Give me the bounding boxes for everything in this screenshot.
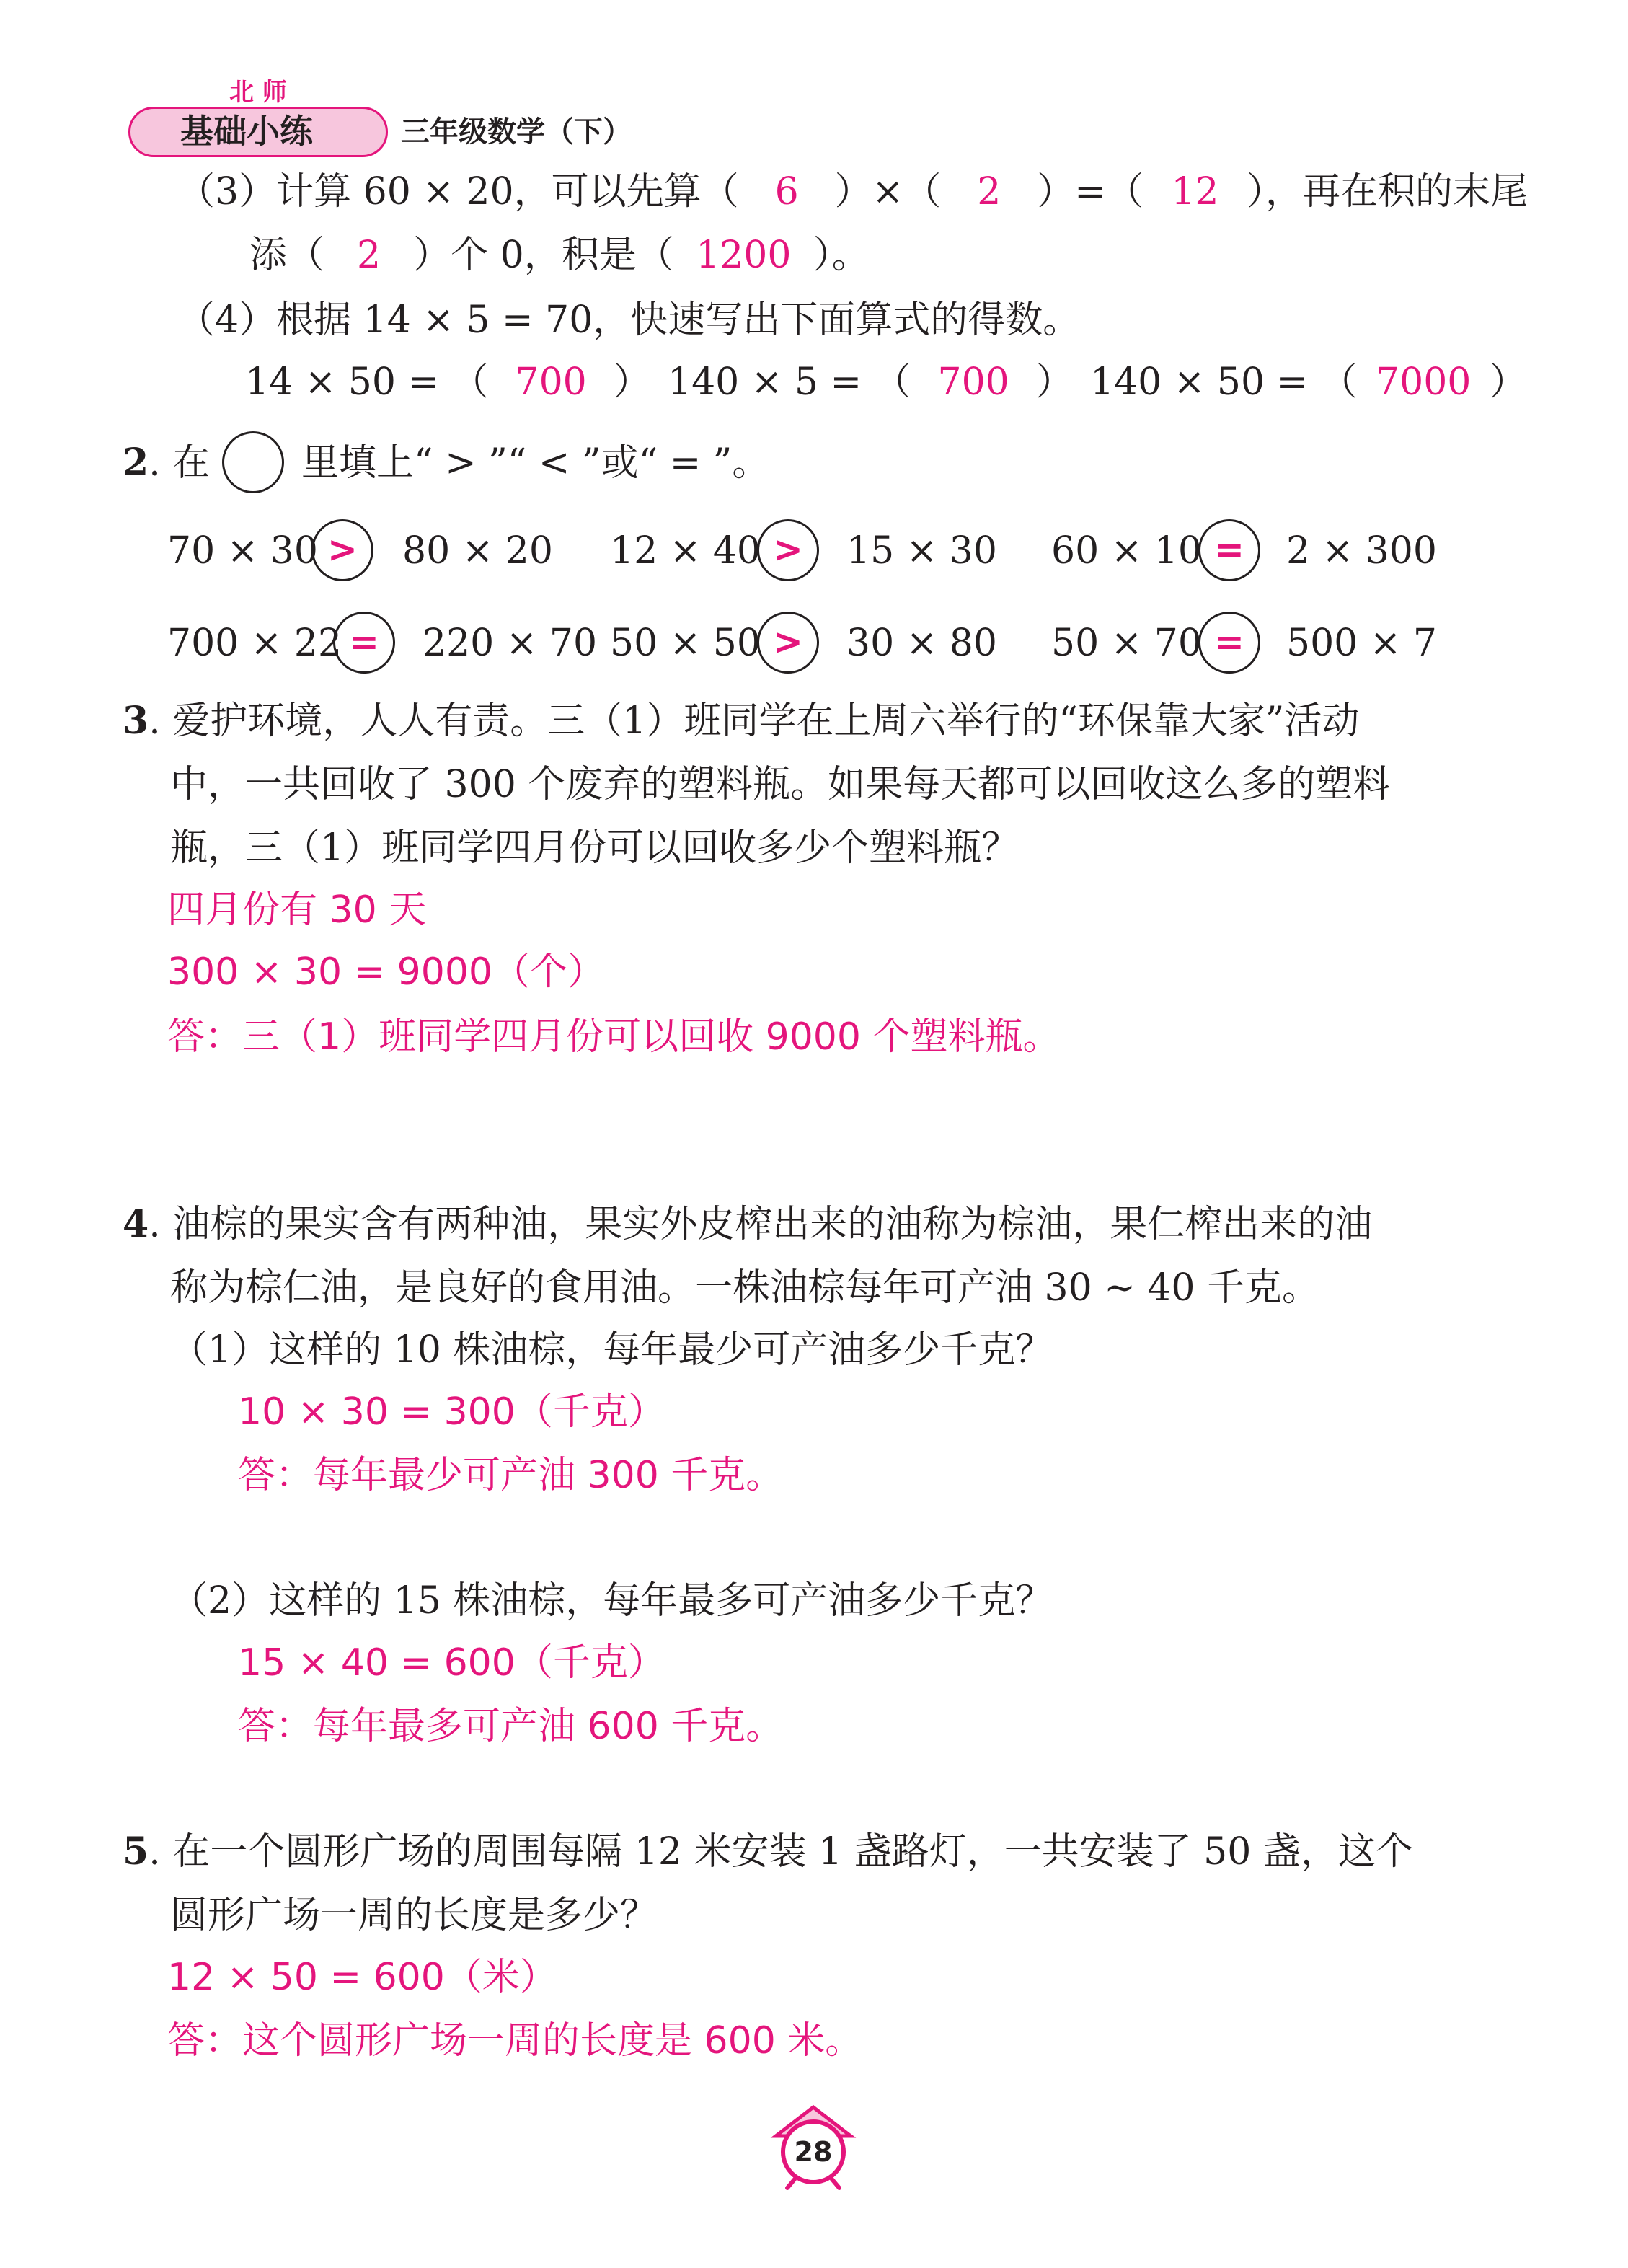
compare-circle: = [333,612,395,674]
question-number: 3 [123,699,149,743]
q1-p3-answer: 1200 [696,234,792,277]
q1-p3-answer: 6 [774,170,799,213]
q1-p3-line2: 添（ 2 ）个 0，积是（ 1200 ）。 [249,234,870,277]
empty-circle-icon [222,431,284,493]
compare-right: 500 × 7 [1286,622,1437,665]
q1-p4-prompt: （4）根据 14 × 5 = 70，快速写出下面算式的得数。 [177,299,1081,342]
compare-left: 12 × 40 [610,529,761,573]
q1-p3-answer: 12 [1171,170,1219,213]
q5-answer-line: 答：这个圆形广场一周的长度是 600 米。 [167,2019,863,2062]
question-number: 2 [123,441,149,485]
q1-p4-item: 140 × 50 = （ 7000 ） [1090,361,1527,404]
q2-prompt: 2. 在 [123,441,211,485]
question-number: 4 [123,1202,149,1246]
q3-answer-line: 答：三（1）班同学四月份可以回收 9000 个塑料瓶。 [167,1015,1061,1059]
q4-p1-answer: 10 × 30 = 300（千克） [238,1390,665,1434]
q4-p1-prompt: （1）这样的 10 株油棕，每年最少可产油多少千克？ [170,1328,1053,1372]
q1-p3-line1: （3）计算 60 × 20，可以先算（ 6 ）×（ 2 ）=（ 12 ），再在积的末尾 [177,170,1528,213]
question-number: 5 [123,1830,149,1874]
compare-left: 50 × 70 [1051,622,1202,665]
q4-line: 称为棕仁油，是良好的食用油。一株油棕每年可产油 30 ~ 40 千克。 [170,1266,1320,1310]
q1-p3-answer: 2 [357,234,381,277]
q2-prompt-rest: 里填上“ > ”“ < ”或“ = ”。 [301,441,770,485]
q3-answer-line: 300 × 30 = 9000（个） [167,950,606,994]
compare-right: 2 × 300 [1286,529,1437,573]
subject-title: 三年级数学（下） [401,115,632,149]
q3-line: 3. 爱护环境，人人有责。三（1）班同学在上周六举行的“环保靠大家”活动 [123,699,1360,743]
compare-left: 50 × 50 [610,622,761,665]
q1-p3-answer: 2 [977,170,1001,213]
page-number: 28 [794,2136,833,2168]
compare-circle: = [1198,519,1260,581]
compare-circle: > [311,519,373,581]
compare-left: 700 × 22 [167,622,342,665]
q3-answer-line: 四月份有 30 天 [167,888,427,932]
compare-circle: > [757,519,819,581]
compare-left: 70 × 30 [167,529,318,573]
compare-circle: = [1198,612,1260,674]
compare-right: 30 × 80 [846,622,997,665]
brand-top: 北 师 [229,78,287,107]
q1-p4-item: 140 × 5 = （ 700 ） [668,361,1074,404]
q4-p2-prompt: （2）这样的 15 株油棕，每年最多可产油多少千克？ [170,1579,1053,1623]
compare-left: 60 × 10 [1051,529,1202,573]
q4-p2-answer: 15 × 40 = 600（千克） [238,1641,665,1685]
compare-right: 15 × 30 [846,529,997,573]
q4-p2-answer: 答：每年最多可产油 600 千克。 [238,1705,784,1748]
q5-answer-line: 12 × 50 = 600（米） [167,1956,557,1999]
q5-line: 5. 在一个圆形广场的周围每隔 12 米安装 1 盏路灯，一共安装了 50 盏，这个 [123,1830,1413,1874]
q3-line: 瓶，三（1）班同学四月份可以回收多少个塑料瓶？ [170,826,1019,870]
q1-p4-item: 14 × 50 = （ 700 ） [245,361,651,404]
q4-p1-answer: 答：每年最少可产油 300 千克。 [238,1454,784,1497]
compare-right: 220 × 70 [423,622,598,665]
compare-circle: > [757,612,819,674]
q4-line: 4. 油棕的果实含有两种油，果实外皮榨出来的油称为棕油，果仁榨出来的油 [123,1202,1373,1246]
compare-right: 80 × 20 [402,529,553,573]
brand-main: 基础小练 [180,112,313,151]
q3-line: 中，一共回收了 300 个废弃的塑料瓶。如果每天都可以回收这么多的塑料 [170,763,1391,806]
q5-line: 圆形广场一周的长度是多少？ [170,1894,658,1937]
